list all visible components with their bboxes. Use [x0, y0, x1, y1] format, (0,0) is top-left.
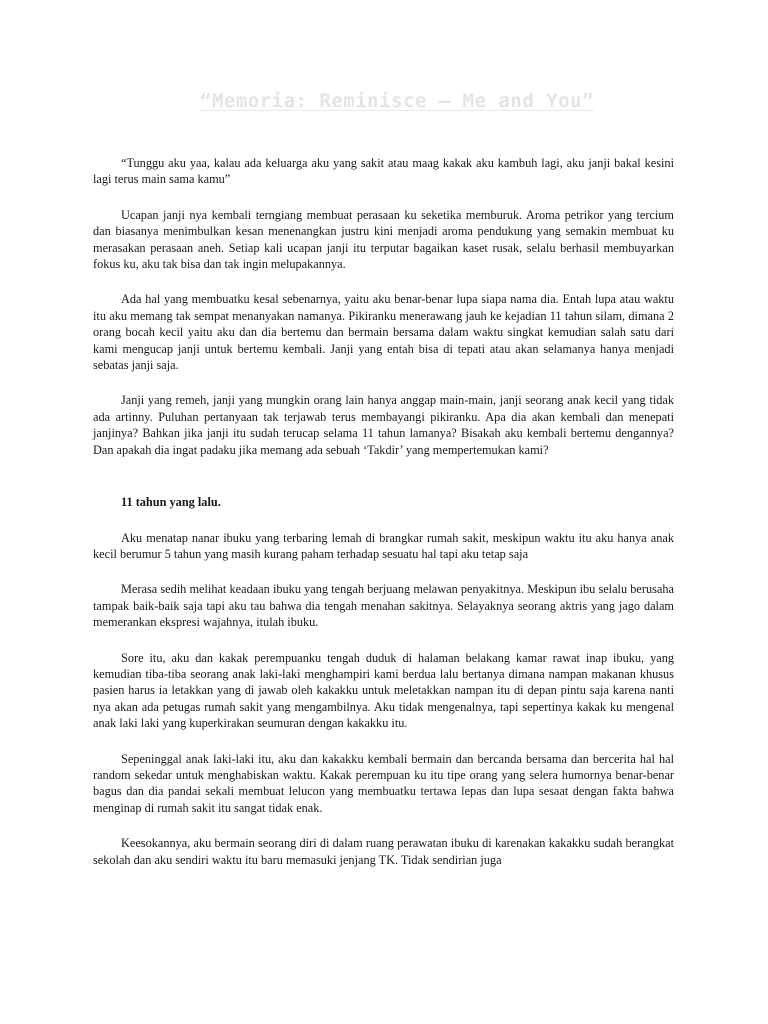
document-body	[93, 155, 674, 868]
paragraph-3: Ada hal yang membuatku kesal sebenarnya, yaitu aku benar-benar lupa siapa nama dia. Entah lupa atau waktu itu aku memang tak sempat menanyakan namanya. Pikiranku menerawang jauh ke kejadian 11 tahun silam, dimana 2 orang bocah kecil yaitu aku dan dia bertemu dan bermain bersama dalam waktu singkat kemudian salah satu dari kami mengucap janji untuk bertemu kembali. Janji yang entah bisa di tepati atau akan selamanya hanya menjadi sebatas janji saja.	[93, 292, 674, 373]
paragraph-4: Janji yang remeh, janji yang mungkin orang lain hanya anggap main-main, janji seorang anak kecil yang tidak ada artinny. Puluhan pertanyaan tak terjawab terus membayangi pikiranku. Apa dia akan kembali dan menepati janjinya? Bahkan jika janji itu sudah terucap selama 11 tahun lamanya? Bisakah aku kembali bertemu dengannya? Dan apakah dia ingat padaku jika memang ada sebuah ‘Takdir’ yang mempertemukan kami?	[93, 393, 674, 457]
section-paragraph-3: Sore itu, aku dan kakak perempuanku tengah duduk di halaman belakang kamar rawat inap ibuku, yang kemudian tiba-tiba seorang anak laki-laki menghampiri kami berdua lalu bertanya dimana nampan makanan khusus pasien harus ia letakkan yang di jawab oleh kakakku untuk meletakkan nampan itu di depan pintu saja karena nanti nya akan ada petugas rumah sakit yang mengambilnya. Aku tidak mengenalnya, tapi sepertinya kakak ku mengenal anak laki laki yang kuperkirakan seumuran dengan kakakku itu.	[93, 650, 674, 731]
section-paragraph-4: Sepeninggal anak laki-laki itu, aku dan kakakku kembali bermain dan bercanda bersama dan bercerita hal hal random sekedar untuk menghabiskan waktu. Kakak perempuan ku itu tipe orang yang selera humornya benar-benar bagus dan dia pandai sekali membuat lelucon yang membuatku tertawa lepas dan lupa sesaat dengan fakta bahwa menginap di rumah sakit itu sangat tidak enak.	[93, 751, 674, 815]
paragraph-2: Ucapan janji nya kembali terngiang membuat perasaan ku seketika memburuk. Aroma petrikor yang tercium dan biasanya menimbulkan kesan menenangkan justru kini menjadi aroma pendukung yang semakin membuat ku merasakan perasaan aneh. Setiap kali ucapan janji itu terputar bagaikan kaset rusak, selalu berhasil membuyarkan fokus ku, aku tak bisa dan tak ingin melupakannya.	[93, 207, 674, 272]
section-heading: 11 tahun yang lalu.	[121, 495, 221, 510]
document-title: “Memoria: Reminisce – Me and You”	[200, 90, 594, 112]
section-paragraph-1: Aku menatap nanar ibuku yang terbaring lemah di brangkar rumah sakit, meskipun waktu itu aku hanya anak kecil berumur 5 tahun yang masih kurang paham terhadap sesuatu hal tapi aku tetap saja	[93, 530, 674, 561]
section-paragraph-5: Keesokannya, aku bermain seorang diri di dalam ruang perawatan ibuku di karenakan kakakku sudah berangkat sekolah dan aku sendiri waktu itu baru memasuki jenjang TK. Tidak sendirian juga	[93, 836, 674, 867]
section-paragraph-2: Merasa sedih melihat keadaan ibuku yang tengah berjuang melawan penyakitnya. Meskipun ibu selalu berusaha tampak baik-baik saja tapi aku tau bahwa dia tengah menahan sakitnya. Selayaknya seorang aktris yang jago dalam memerankan ekspresi wajahnya, itulah ibuku.	[93, 582, 674, 630]
paragraph-1: “Tunggu aku yaa, kalau ada keluarga aku yang sakit atau maag kakak aku kambuh lagi, aku janji bakal kesini lagi terus main sama kamu”	[93, 156, 674, 187]
